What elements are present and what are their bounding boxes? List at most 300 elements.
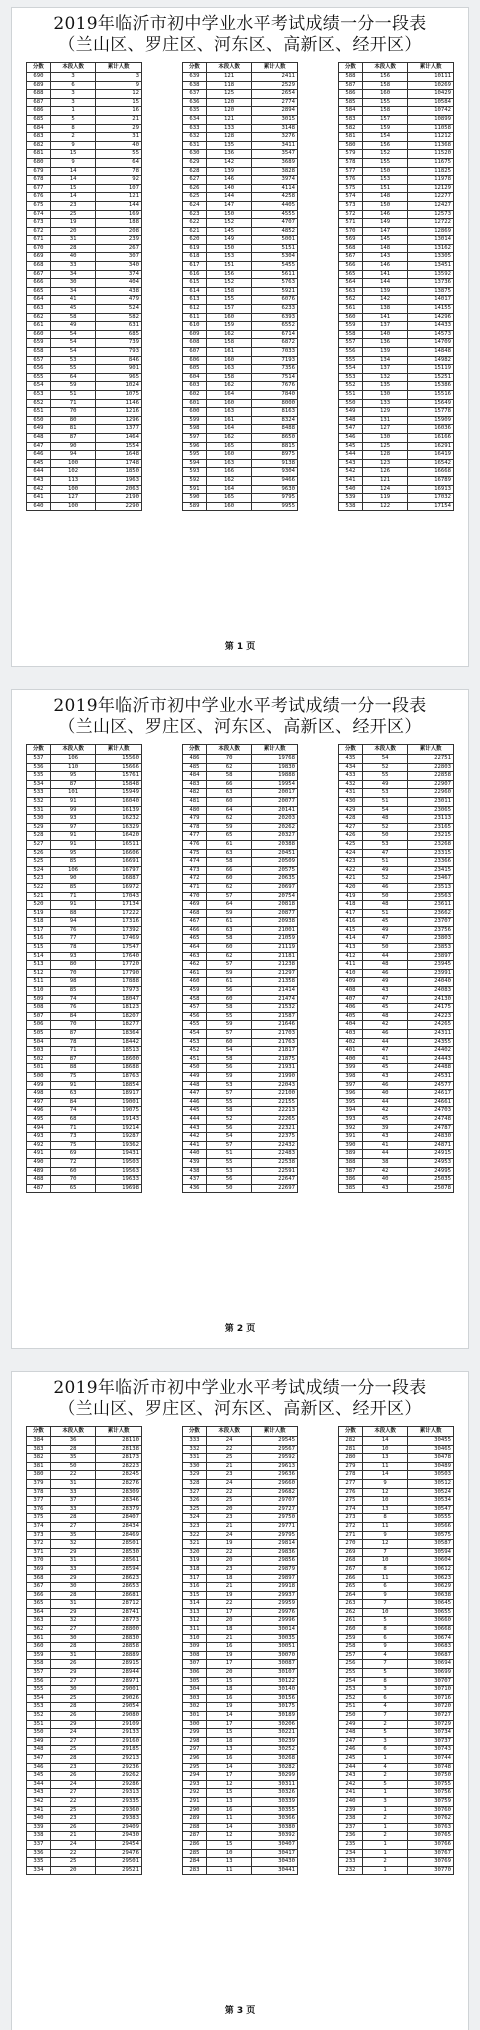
score-cell: 665 xyxy=(27,287,51,296)
count-cell: 66 xyxy=(206,780,252,789)
cumulative-cell: 14155 xyxy=(408,305,454,314)
score-table xyxy=(182,744,298,1193)
cumulative-cell: 30311 xyxy=(252,1780,298,1789)
score-cell: 548 xyxy=(339,416,363,425)
score-cell: 432 xyxy=(339,780,363,789)
count-cell: 74 xyxy=(50,1107,96,1116)
table-row xyxy=(183,1454,298,1463)
count-cell: 20 xyxy=(206,1505,252,1514)
score-cell: 585 xyxy=(339,98,363,107)
table-row xyxy=(183,866,298,875)
table-row xyxy=(27,476,142,485)
cumulative-cell: 28773 xyxy=(96,1617,142,1626)
score-cell: 495 xyxy=(27,1115,51,1124)
score-cell: 373 xyxy=(27,1531,51,1540)
cumulative-cell: 30687 xyxy=(408,1651,454,1660)
count-cell: 152 xyxy=(362,150,408,159)
score-cell: 487 xyxy=(27,1184,51,1193)
cumulative-cell: 29286 xyxy=(96,1780,142,1789)
score-table xyxy=(26,62,142,511)
count-cell: 129 xyxy=(362,408,408,417)
score-cell: 597 xyxy=(183,433,207,442)
table-row xyxy=(183,279,298,288)
cumulative-cell: 24617 xyxy=(408,1090,454,1099)
count-cell: 156 xyxy=(362,73,408,82)
count-cell: 132 xyxy=(362,373,408,382)
table-row xyxy=(183,158,298,167)
count-cell: 93 xyxy=(50,952,96,961)
cumulative-cell: 30534 xyxy=(408,1497,454,1506)
score-cell: 547 xyxy=(339,425,363,434)
table-row xyxy=(339,755,454,764)
table-row xyxy=(27,909,142,918)
score-cell: 399 xyxy=(339,1064,363,1073)
count-cell: 62 xyxy=(206,815,252,824)
count-cell: 88 xyxy=(50,909,96,918)
table-row xyxy=(183,502,298,511)
count-cell: 6 xyxy=(362,1634,408,1643)
score-cell: 420 xyxy=(339,883,363,892)
score-cell: 614 xyxy=(183,287,207,296)
score-cell: 340 xyxy=(27,1815,51,1824)
count-cell: 44 xyxy=(362,952,408,961)
table-row xyxy=(183,1548,298,1557)
count-cell: 24 xyxy=(50,1780,96,1789)
table-row xyxy=(183,1780,298,1789)
page-subtitle: （兰山区、罗庄区、河东区、高新区、经开区） xyxy=(58,35,422,55)
count-cell: 21 xyxy=(206,1462,252,1471)
cumulative-cell: 30594 xyxy=(408,1548,454,1557)
table-row xyxy=(27,184,142,193)
score-cell: 675 xyxy=(27,201,51,210)
score-cell: 461 xyxy=(183,969,207,978)
table-row xyxy=(339,1669,454,1678)
cumulative-cell: 21703 xyxy=(252,1030,298,1039)
cumulative-cell: 307 xyxy=(96,253,142,262)
score-cell: 646 xyxy=(27,451,51,460)
cumulative-cell: 15119 xyxy=(408,365,454,374)
table-row xyxy=(183,1643,298,1652)
table-row xyxy=(27,1488,142,1497)
score-cell: 689 xyxy=(27,81,51,90)
score-table xyxy=(26,744,142,1193)
count-cell: 31 xyxy=(50,1651,96,1660)
cumulative-cell: 21875 xyxy=(252,1055,298,1064)
table-row xyxy=(339,296,454,305)
cumulative-cell: 19954 xyxy=(252,780,298,789)
score-cell: 619 xyxy=(183,244,207,253)
table-row xyxy=(27,176,142,185)
table-row xyxy=(183,73,298,82)
score-cell: 516 xyxy=(27,935,51,944)
table-row xyxy=(183,408,298,417)
cumulative-cell: 14982 xyxy=(408,356,454,365)
cumulative-cell: 9955 xyxy=(252,502,298,511)
table-row xyxy=(27,1608,142,1617)
table-header-row xyxy=(339,1427,454,1437)
table-row xyxy=(183,1514,298,1523)
count-cell: 11 xyxy=(362,1462,408,1471)
cumulative-cell: 29707 xyxy=(252,1497,298,1506)
score-cell: 368 xyxy=(27,1574,51,1583)
cumulative-cell: 21587 xyxy=(252,1012,298,1021)
table-row xyxy=(339,1823,454,1832)
score-cell: 556 xyxy=(339,348,363,357)
score-cell: 257 xyxy=(339,1651,363,1660)
count-cell: 77 xyxy=(50,935,96,944)
cumulative-cell: 17790 xyxy=(96,969,142,978)
cumulative-cell: 23991 xyxy=(408,969,454,978)
count-cell: 49 xyxy=(362,926,408,935)
score-table xyxy=(338,744,454,1193)
cumulative-cell: 24915 xyxy=(408,1150,454,1159)
count-cell: 100 xyxy=(50,459,96,468)
score-cell: 511 xyxy=(27,978,51,987)
count-cell: 43 xyxy=(362,1133,408,1142)
count-cell: 57 xyxy=(206,1030,252,1039)
score-cell: 327 xyxy=(183,1488,207,1497)
cumulative-cell: 7676 xyxy=(252,382,298,391)
cumulative-cell: 2774 xyxy=(252,98,298,107)
table-row xyxy=(183,425,298,434)
score-cell: 291 xyxy=(183,1797,207,1806)
score-cell: 276 xyxy=(339,1488,363,1497)
count-cell: 2 xyxy=(362,1832,408,1841)
score-cell: 317 xyxy=(183,1574,207,1583)
cumulative-cell: 30417 xyxy=(252,1849,298,1858)
score-cell: 601 xyxy=(183,399,207,408)
table-row xyxy=(27,133,142,142)
table-row xyxy=(27,1626,142,1635)
score-cell: 557 xyxy=(339,339,363,348)
count-cell: 145 xyxy=(362,236,408,245)
cumulative-cell: 19287 xyxy=(96,1133,142,1142)
count-cell: 27 xyxy=(50,1626,96,1635)
count-cell: 1 xyxy=(362,1823,408,1832)
count-cell: 152 xyxy=(206,219,252,228)
count-cell: 78 xyxy=(50,944,96,953)
table-row xyxy=(339,150,454,159)
table-row xyxy=(339,1540,454,1549)
count-cell: 91 xyxy=(50,840,96,849)
table-row xyxy=(183,193,298,202)
table-row xyxy=(183,883,298,892)
table-row xyxy=(339,1038,454,1047)
cumulative-cell: 18364 xyxy=(96,1030,142,1039)
table-row xyxy=(27,1167,142,1176)
cumulative-cell: 29026 xyxy=(96,1694,142,1703)
score-cell: 576 xyxy=(339,176,363,185)
table-row xyxy=(339,1021,454,1030)
cumulative-cell: 22907 xyxy=(408,780,454,789)
count-cell: 155 xyxy=(206,296,252,305)
score-cell: 367 xyxy=(27,1583,51,1592)
table-row xyxy=(27,901,142,910)
table-row xyxy=(27,210,142,219)
table-row xyxy=(183,1634,298,1643)
score-cell: 583 xyxy=(339,115,363,124)
count-cell: 125 xyxy=(362,442,408,451)
count-cell: 74 xyxy=(50,995,96,1004)
cumulative-cell: 40 xyxy=(96,141,142,150)
count-cell: 121 xyxy=(362,476,408,485)
table-row xyxy=(339,1789,454,1798)
table-row xyxy=(183,849,298,858)
count-cell: 54 xyxy=(50,348,96,357)
count-cell: 1 xyxy=(362,1754,408,1763)
table-row xyxy=(183,1677,298,1686)
count-cell: 59 xyxy=(206,1021,252,1030)
table-row xyxy=(27,330,142,339)
score-cell: 617 xyxy=(183,262,207,271)
count-cell: 49 xyxy=(50,322,96,331)
count-cell: 161 xyxy=(206,416,252,425)
count-cell: 49 xyxy=(362,978,408,987)
table-row xyxy=(27,1141,142,1150)
count-cell: 127 xyxy=(50,494,96,503)
cumulative-cell: 23563 xyxy=(408,892,454,901)
score-cell: 542 xyxy=(339,468,363,477)
table-row xyxy=(339,1488,454,1497)
score-cell: 282 xyxy=(339,1437,363,1446)
count-cell: 71 xyxy=(50,1124,96,1133)
cumulative-cell: 374 xyxy=(96,270,142,279)
score-cell: 457 xyxy=(183,1004,207,1013)
score-cell: 509 xyxy=(27,995,51,1004)
cumulative-cell: 23513 xyxy=(408,883,454,892)
cumulative-cell: 9138 xyxy=(252,459,298,468)
table-row xyxy=(339,1651,454,1660)
score-cell: 285 xyxy=(183,1849,207,1858)
count-cell: 136 xyxy=(206,150,252,159)
cumulative-cell: 30299 xyxy=(252,1772,298,1781)
count-cell: 14 xyxy=(206,1823,252,1832)
cumulative-cell: 4555 xyxy=(252,210,298,219)
score-cell: 514 xyxy=(27,952,51,961)
table-row xyxy=(339,901,454,910)
table-row xyxy=(183,952,298,961)
score-cell: 552 xyxy=(339,382,363,391)
count-cell: 159 xyxy=(206,322,252,331)
score-cell: 361 xyxy=(27,1634,51,1643)
table-row xyxy=(27,124,142,133)
count-cell: 17 xyxy=(206,1660,252,1669)
cumulative-cell: 5151 xyxy=(252,244,298,253)
column-header: 分数 xyxy=(27,1427,51,1437)
cumulative-cell: 30366 xyxy=(252,1815,298,1824)
table-row xyxy=(339,167,454,176)
column-header: 分数 xyxy=(183,1427,207,1437)
column-header: 累计人数 xyxy=(408,63,454,73)
cumulative-cell: 19563 xyxy=(96,1167,142,1176)
column-header: 分数 xyxy=(339,63,363,73)
score-cell: 465 xyxy=(183,935,207,944)
table-row xyxy=(183,270,298,279)
table-row xyxy=(27,883,142,892)
score-cell: 262 xyxy=(339,1608,363,1617)
table-row xyxy=(183,330,298,339)
count-cell: 50 xyxy=(362,944,408,953)
count-cell: 60 xyxy=(206,875,252,884)
score-cell: 502 xyxy=(27,1055,51,1064)
count-cell: 47 xyxy=(362,995,408,1004)
count-cell: 53 xyxy=(362,789,408,798)
count-cell: 1 xyxy=(362,1806,408,1815)
count-cell: 50 xyxy=(362,832,408,841)
table-row xyxy=(183,1038,298,1047)
count-cell: 91 xyxy=(50,832,96,841)
table-row xyxy=(339,1660,454,1669)
cumulative-cell: 6552 xyxy=(252,322,298,331)
cumulative-cell: 4405 xyxy=(252,201,298,210)
table-row xyxy=(27,1797,142,1806)
count-cell: 3 xyxy=(362,1686,408,1695)
count-cell: 147 xyxy=(206,201,252,210)
count-cell: 9 xyxy=(362,1643,408,1652)
score-cell: 661 xyxy=(27,322,51,331)
table-row xyxy=(339,1712,454,1721)
score-cell: 524 xyxy=(27,866,51,875)
cumulative-cell: 3828 xyxy=(252,167,298,176)
score-cell: 501 xyxy=(27,1064,51,1073)
table-row xyxy=(27,1591,142,1600)
count-cell: 5 xyxy=(362,1780,408,1789)
table-row xyxy=(183,1797,298,1806)
column-header: 分数 xyxy=(183,745,207,755)
count-cell: 15 xyxy=(206,1789,252,1798)
count-cell: 133 xyxy=(362,399,408,408)
count-cell: 7 xyxy=(362,1548,408,1557)
count-cell: 21 xyxy=(206,1583,252,1592)
cumulative-cell: 29185 xyxy=(96,1746,142,1755)
count-cell: 100 xyxy=(50,485,96,494)
table-row xyxy=(339,1522,454,1531)
table-row xyxy=(339,476,454,485)
score-cell: 325 xyxy=(183,1505,207,1514)
table-row xyxy=(183,451,298,460)
count-cell: 28 xyxy=(50,1754,96,1763)
table-row xyxy=(339,133,454,142)
table-row xyxy=(339,858,454,867)
cumulative-cell: 17469 xyxy=(96,935,142,944)
count-cell: 84 xyxy=(50,1098,96,1107)
count-cell: 120 xyxy=(206,107,252,116)
cumulative-cell: 20818 xyxy=(252,901,298,910)
table-row xyxy=(27,1158,142,1167)
table-row xyxy=(339,1158,454,1167)
score-cell: 342 xyxy=(27,1797,51,1806)
cumulative-cell: 30729 xyxy=(408,1720,454,1729)
score-cell: 515 xyxy=(27,944,51,953)
cumulative-cell: 1850 xyxy=(96,468,142,477)
score-cell: 311 xyxy=(183,1626,207,1635)
score-cell: 686 xyxy=(27,107,51,116)
cumulative-cell: 8488 xyxy=(252,425,298,434)
cumulative-cell: 22591 xyxy=(252,1167,298,1176)
cumulative-cell: 21059 xyxy=(252,935,298,944)
score-cell: 544 xyxy=(339,451,363,460)
table-row xyxy=(27,866,142,875)
column-header: 本段人数 xyxy=(50,1427,96,1437)
score-cell: 522 xyxy=(27,883,51,892)
score-cell: 638 xyxy=(183,81,207,90)
score-cell: 375 xyxy=(27,1514,51,1523)
score-cell: 600 xyxy=(183,408,207,417)
score-cell: 634 xyxy=(183,115,207,124)
table-row xyxy=(27,1133,142,1142)
count-cell: 120 xyxy=(206,98,252,107)
score-cell: 390 xyxy=(339,1141,363,1150)
column-header: 累计人数 xyxy=(252,745,298,755)
count-cell: 140 xyxy=(206,184,252,193)
count-cell: 149 xyxy=(362,219,408,228)
count-cell: 52 xyxy=(362,823,408,832)
count-cell: 21 xyxy=(206,1634,252,1643)
table-row xyxy=(183,875,298,884)
count-cell: 160 xyxy=(206,451,252,460)
count-cell: 29 xyxy=(50,1720,96,1729)
column-header: 分数 xyxy=(183,63,207,73)
score-cell: 536 xyxy=(27,763,51,772)
score-cell: 687 xyxy=(27,98,51,107)
table-row xyxy=(27,1471,142,1480)
score-cell: 234 xyxy=(339,1849,363,1858)
score-cell: 283 xyxy=(183,1866,207,1875)
score-cell: 685 xyxy=(27,115,51,124)
cumulative-cell: 12129 xyxy=(408,184,454,193)
count-cell: 70 xyxy=(50,969,96,978)
cumulative-cell: 20141 xyxy=(252,806,298,815)
table-row xyxy=(183,1055,298,1064)
cumulative-cell: 23756 xyxy=(408,926,454,935)
table-row xyxy=(183,1176,298,1185)
score-cell: 460 xyxy=(183,978,207,987)
count-cell: 12 xyxy=(206,1832,252,1841)
score-cell: 462 xyxy=(183,961,207,970)
count-cell: 4 xyxy=(362,1763,408,1772)
score-cell: 599 xyxy=(183,416,207,425)
score-table xyxy=(338,62,454,511)
table-row xyxy=(27,1840,142,1849)
table-row xyxy=(183,382,298,391)
score-cell: 538 xyxy=(339,502,363,511)
cumulative-cell: 24083 xyxy=(408,987,454,996)
page-subtitle: （兰山区、罗庄区、河东区、高新区、经开区） xyxy=(58,717,422,737)
table-row xyxy=(339,408,454,417)
table-row xyxy=(339,433,454,442)
score-cell: 255 xyxy=(339,1669,363,1678)
score-cell: 299 xyxy=(183,1729,207,1738)
count-cell: 27 xyxy=(50,1737,96,1746)
score-cell: 371 xyxy=(27,1548,51,1557)
cumulative-cell: 30734 xyxy=(408,1729,454,1738)
table-row xyxy=(27,1686,142,1695)
table-row xyxy=(339,1866,454,1875)
cumulative-cell: 28223 xyxy=(96,1462,142,1471)
cumulative-cell: 29856 xyxy=(252,1557,298,1566)
score-cell: 314 xyxy=(183,1600,207,1609)
cumulative-cell: 30355 xyxy=(252,1806,298,1815)
count-cell: 14 xyxy=(362,1437,408,1446)
cumulative-cell: 5455 xyxy=(252,262,298,271)
score-cell: 595 xyxy=(183,451,207,460)
count-cell: 131 xyxy=(362,416,408,425)
table-row xyxy=(183,1608,298,1617)
cumulative-cell: 28653 xyxy=(96,1583,142,1592)
cumulative-cell: 14573 xyxy=(408,330,454,339)
count-cell: 163 xyxy=(206,459,252,468)
score-cell: 554 xyxy=(339,365,363,374)
